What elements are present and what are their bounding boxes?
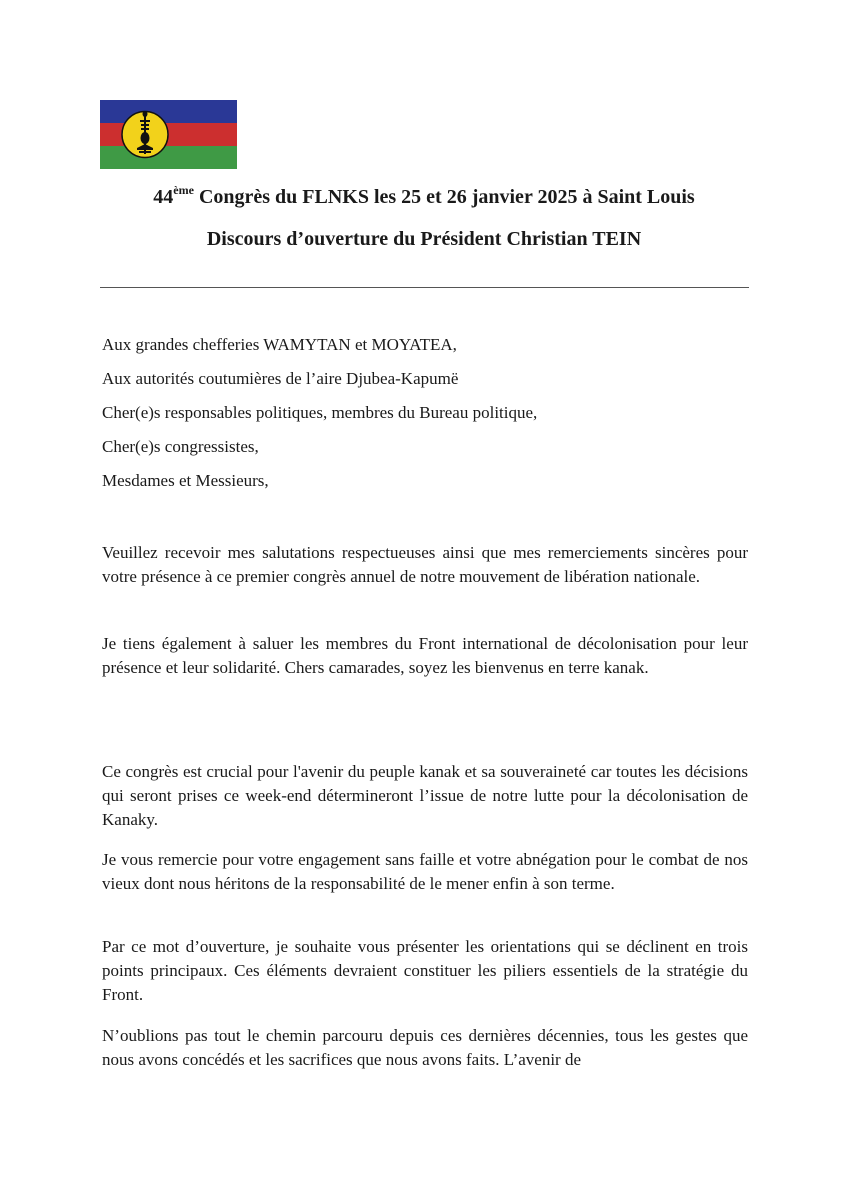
body-paragraph: Je vous remercie pour votre engagement sans faille et votre abnégation pour le combat de nos vieux dont nous héritons de la responsabilité de le mener enfin à son terme. [102,850,748,893]
salutation-line: Aux autorités coutumières de l’aire Djubea-Kapumë [102,369,459,388]
body-paragraph: Veuillez recevoir mes salutations respectueuses ainsi que mes remerciements sincères pour votre présence à ce premier congrès annuel de notre mouvement de libération nationale. [102,543,748,586]
flag-blue-band [100,100,237,123]
salutation-line: Aux grandes chefferies WAMYTAN et MOYATEA, [102,335,457,354]
body-paragraph: Par ce mot d’ouverture, je souhaite vous présenter les orientations qui se déclinent en trois points principaux. Ces éléments devraient constituer les piliers essentiels de la stratégie du Front. [102,937,748,1004]
salutation-line: Cher(e)s congressistes, [102,437,259,456]
body-paragraph: Je tiens également à saluer les membres du Front international de décolonisation pour leur présence et leur solidarité. Chers camarades, soyez les bienvenus en terre kanak. [102,634,748,677]
document-title: 44ème Congrès du FLNKS les 25 et 26 janvier 2025 à Saint Louis [153,183,695,208]
document-subtitle: Discours d’ouverture du Président Christian TEIN [206,228,642,250]
salutation-line: Cher(e)s responsables politiques, membres du Bureau politique, [102,403,538,422]
body-paragraph: Ce congrès est crucial pour l'avenir du peuple kanak et sa souveraineté car toutes les décisions qui seront prises ce week-end détermineront l’issue de notre lutte pour la décolonisation de Kanaky. [102,762,748,829]
title-superscript: ème [173,183,194,198]
flag-green-band [100,146,237,169]
horizontal-divider [100,287,749,288]
salutation-line: Mesdames et Messieurs, [102,471,269,490]
kanaky-flag-image [100,100,237,169]
body-paragraph: N’oublions pas tout le chemin parcouru depuis ces dernières décennies, tous les gestes que nous avons concédés et les sacrifices que nous avons faits. L’avenir de [102,1026,748,1069]
salutations-block [102,333,537,503]
